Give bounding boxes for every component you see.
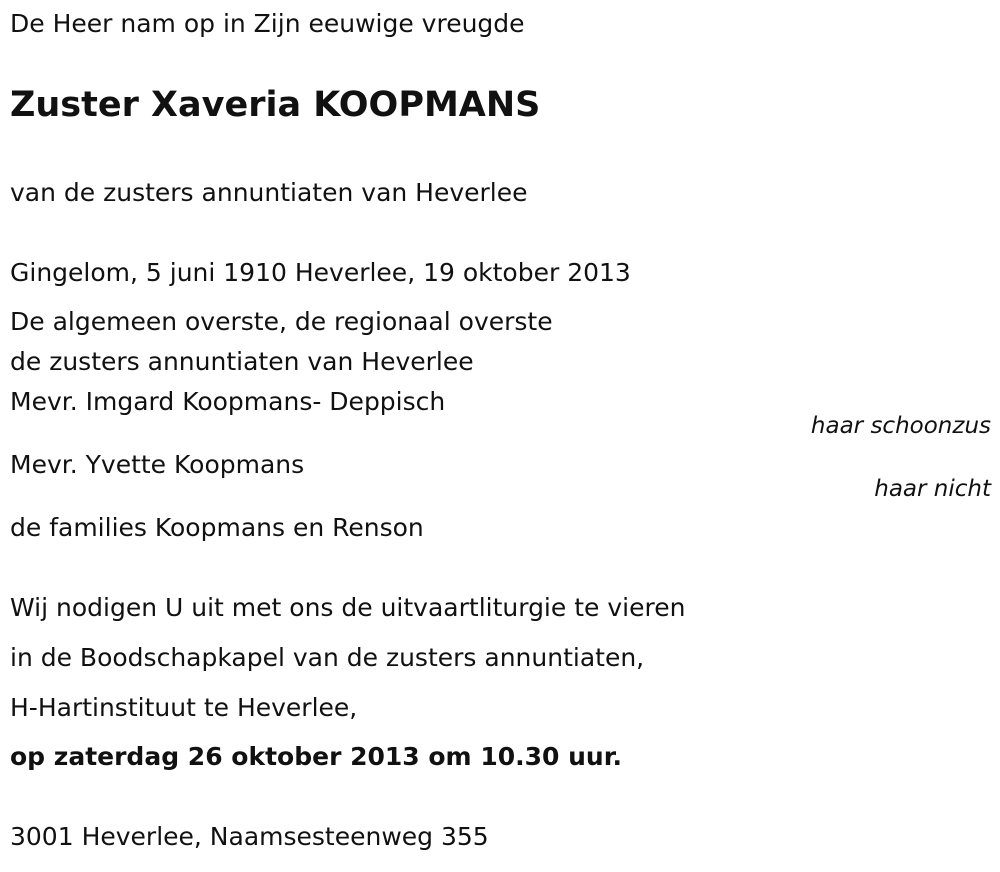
congregation-text: van de zusters annuntiaten van Heverlee (10, 178, 528, 207)
deceased-name: Zuster Xaveria KOOPMANS (10, 85, 541, 125)
address-text: 3001 Heverlee, Naamsesteenweg 355 (10, 822, 489, 851)
mourner-line: Mevr. Yvette Koopmans (10, 450, 305, 479)
mourner-relation: haar schoonzus (810, 413, 991, 439)
mourner-line: Mevr. Imgard Koopmans- Deppisch (10, 387, 446, 416)
service-date-time: op zaterdag 26 oktober 2013 om 10.30 uur. (10, 742, 622, 771)
mourner-line: de families Koopmans en Renson (10, 513, 424, 542)
intro-text: De Heer nam op in Zijn eeuwige vreugde (10, 9, 525, 38)
invitation-line: in de Boodschapkapel van de zusters annuntiaten, (10, 643, 645, 672)
mourner-line: De algemeen overste, de regionaal overste (10, 307, 553, 336)
mourner-line: de zusters annuntiaten van Heverlee (10, 347, 474, 376)
birth-death-text: Gingelom, 5 juni 1910 Heverlee, 19 oktober 2013 (10, 258, 631, 287)
invitation-line: Wij nodigen U uit met ons de uitvaartliturgie te vieren (10, 593, 686, 622)
invitation-line: H-Hartinstituut te Heverlee, (10, 693, 358, 722)
mourner-relation: haar nicht (874, 476, 991, 502)
